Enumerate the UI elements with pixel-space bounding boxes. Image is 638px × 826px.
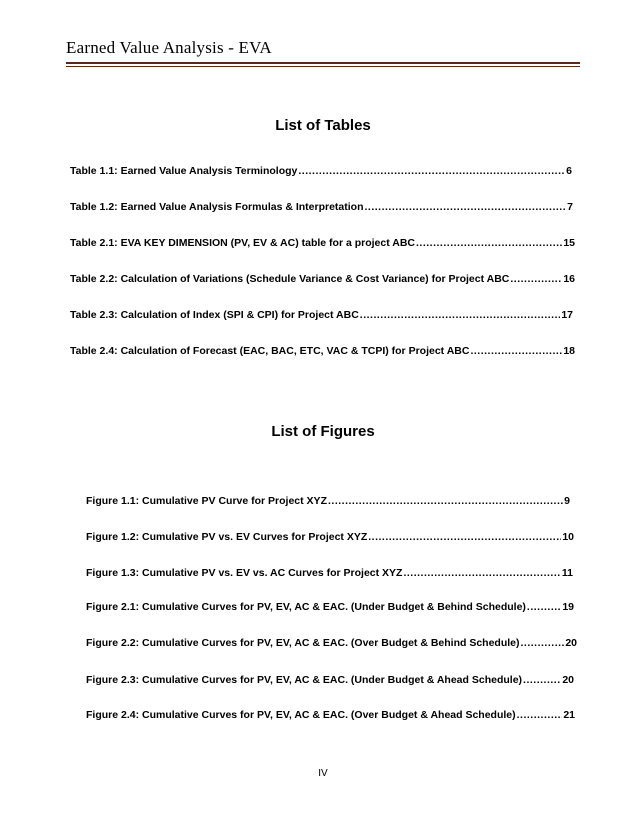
dot-leader bbox=[365, 200, 567, 214]
toc-entry-page: 16 bbox=[563, 273, 575, 285]
dot-leader bbox=[470, 344, 562, 358]
toc-entry-figure-2-1[interactable] bbox=[86, 600, 574, 614]
toc-entry-table-2-3[interactable] bbox=[70, 308, 573, 322]
page-number: IV bbox=[318, 768, 328, 779]
dot-leader bbox=[510, 272, 562, 286]
toc-entry-page: 11 bbox=[561, 567, 573, 579]
dot-leader bbox=[360, 308, 561, 322]
toc-entry-label: Figure 2.1: Cumulative Curves for PV, EV, AC & EAC. (Under Budget & Behind Schedule) bbox=[86, 601, 526, 613]
dot-leader bbox=[328, 494, 563, 508]
toc-entry-label: Table 2.2: Calculation of Variations (Schedule Variance & Cost Variance) for Project ABC bbox=[70, 273, 510, 285]
dot-leader bbox=[298, 164, 565, 178]
toc-entry-label: Table 2.1: EVA KEY DIMENSION (PV, EV & AC) table for a project ABC bbox=[70, 237, 416, 249]
dot-leader bbox=[403, 566, 560, 580]
header-divider-thin bbox=[66, 66, 580, 67]
toc-entry-label: Figure 1.3: Cumulative PV vs. EV vs. AC Curves for Project XYZ bbox=[86, 567, 403, 579]
toc-entry-table-1-1[interactable] bbox=[70, 164, 572, 178]
dot-leader bbox=[527, 600, 561, 614]
toc-entry-label: Table 2.3: Calculation of Index (SPI & CPI) for Project ABC bbox=[70, 309, 359, 321]
toc-entry-page: 7 bbox=[567, 201, 573, 213]
dot-leader bbox=[517, 708, 563, 722]
toc-entry-page: 9 bbox=[564, 495, 570, 507]
toc-entry-page: 17 bbox=[561, 309, 573, 321]
dot-leader bbox=[523, 673, 561, 687]
toc-entry-label: Table 2.4: Calculation of Forecast (EAC, BAC, ETC, VAC & TCPI) for Project ABC bbox=[70, 345, 470, 357]
toc-entry-page: 20 bbox=[565, 637, 577, 649]
header-divider-thick bbox=[66, 62, 580, 64]
toc-entry-label: Table 1.2: Earned Value Analysis Formulas & Interpretation bbox=[70, 201, 364, 213]
toc-entry-figure-1-3[interactable] bbox=[86, 566, 573, 580]
list-of-tables-title: List of Tables bbox=[275, 117, 371, 134]
dot-leader bbox=[521, 636, 565, 650]
toc-entry-figure-1-1[interactable] bbox=[86, 494, 570, 508]
running-header: Earned Value Analysis - EVA bbox=[66, 38, 272, 57]
dot-leader bbox=[368, 530, 561, 544]
toc-entry-label: Figure 1.1: Cumulative PV Curve for Project XYZ bbox=[86, 495, 327, 507]
toc-entry-label: Figure 2.2: Cumulative Curves for PV, EV, AC & EAC. (Over Budget & Behind Schedule) bbox=[86, 637, 520, 649]
toc-entry-page: 19 bbox=[562, 601, 574, 613]
toc-entry-figure-1-2[interactable] bbox=[86, 530, 574, 544]
toc-entry-table-2-2[interactable] bbox=[70, 272, 575, 286]
toc-entry-page: 10 bbox=[562, 531, 574, 543]
toc-entry-label: Table 1.1: Earned Value Analysis Terminology bbox=[70, 165, 298, 177]
toc-entry-figure-2-3[interactable] bbox=[86, 673, 574, 687]
toc-entry-page: 15 bbox=[563, 237, 575, 249]
toc-entry-label: Figure 2.4: Cumulative Curves for PV, EV, AC & EAC. (Over Budget & Ahead Schedule) bbox=[86, 709, 516, 721]
toc-entry-figure-2-2[interactable] bbox=[86, 636, 577, 650]
toc-entry-table-2-4[interactable] bbox=[70, 344, 575, 358]
toc-entry-label: Figure 2.3: Cumulative Curves for PV, EV, AC & EAC. (Under Budget & Ahead Schedule) bbox=[86, 674, 523, 686]
dot-leader bbox=[416, 236, 562, 250]
toc-entry-page: 21 bbox=[563, 709, 575, 721]
toc-entry-page: 6 bbox=[566, 165, 572, 177]
toc-entry-table-2-1[interactable] bbox=[70, 236, 575, 250]
toc-entry-page: 18 bbox=[563, 345, 575, 357]
toc-entry-table-1-2[interactable] bbox=[70, 200, 573, 214]
toc-entry-label: Figure 1.2: Cumulative PV vs. EV Curves for Project XYZ bbox=[86, 531, 368, 543]
toc-entry-figure-2-4[interactable] bbox=[86, 708, 575, 722]
toc-entry-page: 20 bbox=[562, 674, 574, 686]
list-of-figures-title: List of Figures bbox=[271, 423, 375, 440]
